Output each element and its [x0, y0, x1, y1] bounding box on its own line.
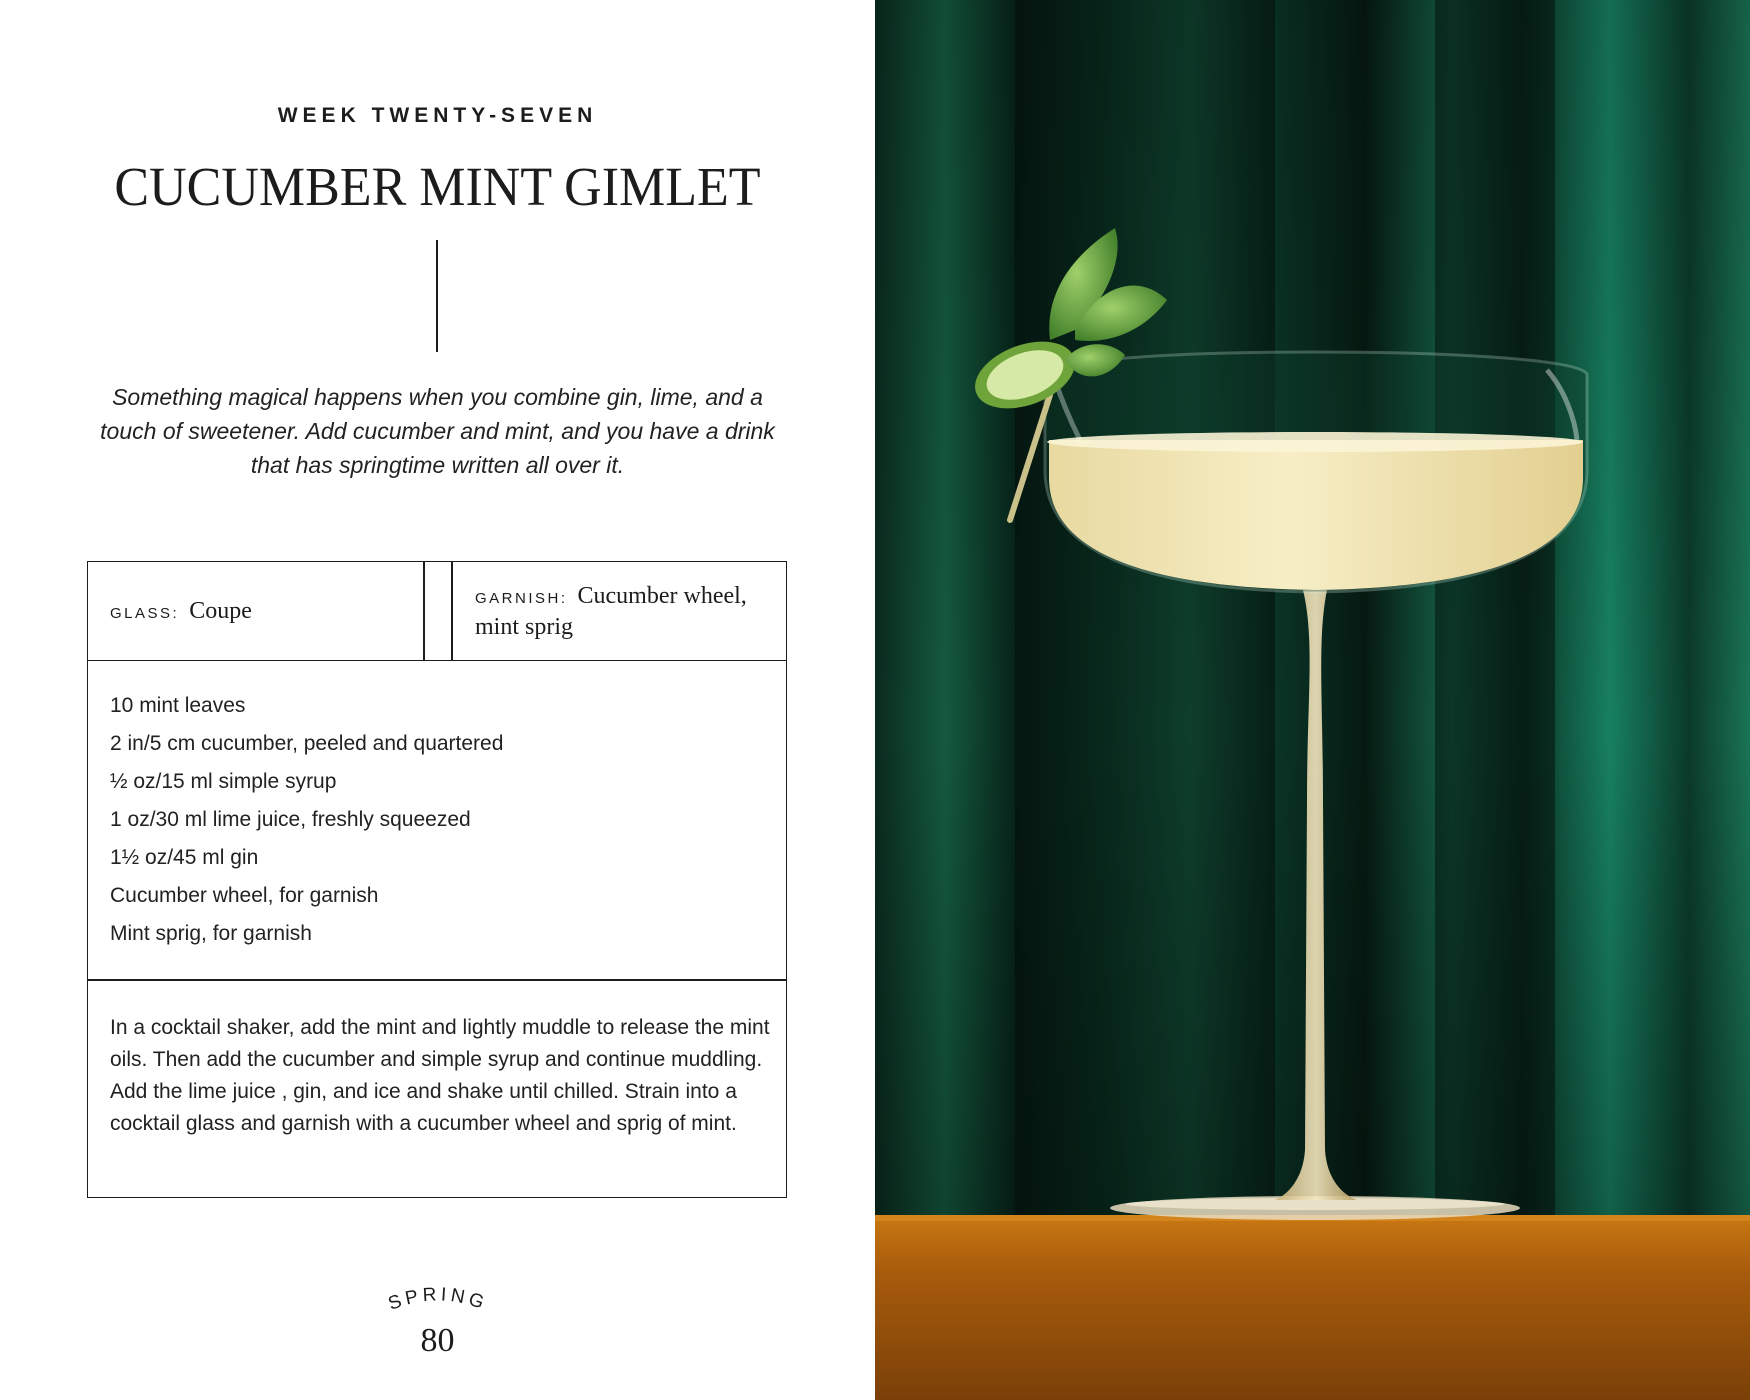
recipe-card-header	[88, 562, 786, 661]
page-number: 80	[420, 1322, 455, 1359]
ingredient-item: Cucumber wheel, for garnish	[110, 884, 379, 907]
ingredient-item: 10 mint leaves	[110, 694, 246, 717]
recipe-card	[87, 561, 787, 1198]
ingredient-item: 2 in/5 cm cucumber, peeled and quartered	[110, 732, 504, 755]
card-divider	[88, 979, 786, 981]
season-text: SPRING	[385, 1284, 491, 1315]
ingredient-item: 1 oz/30 ml lime juice, freshly squeezed	[110, 808, 471, 831]
header-separator	[451, 562, 453, 660]
ingredient-list	[110, 687, 770, 953]
week-label: WEEK TWENTY-SEVEN	[277, 104, 598, 127]
header-separator	[423, 562, 425, 660]
garnish-label: GARNISH:	[475, 590, 568, 607]
ingredient-item: ½ oz/15 ml simple syrup	[110, 770, 337, 793]
cocktail-photo-illustration	[875, 0, 1750, 1400]
ingredient-item: 1½ oz/45 ml gin	[110, 846, 259, 869]
recipe-intro: Something magical happens when you combine gin, lime, and a touch of sweetener. Add cucumber and mint, and you have a drink that has springtime written all over it.	[100, 384, 775, 478]
garnish-info	[475, 582, 765, 641]
glass-label: GLASS:	[110, 605, 180, 622]
velvet-table	[875, 1215, 1750, 1400]
cocktail-photo	[875, 0, 1750, 1400]
title-divider	[436, 240, 438, 352]
svg-text:SPRING	[386, 1284, 491, 1315]
ingredient-item: Mint sprig, for garnish	[110, 922, 312, 945]
glass-info	[110, 598, 410, 625]
garnish-value: Cucumber wheel, mint sprig	[475, 583, 747, 640]
glass-value: Coupe	[189, 598, 252, 624]
season-label	[375, 1282, 501, 1318]
method-text: In a cocktail shaker, add the mint and lightly muddle to release the mint oils. Then add the cucumber and simple syrup and continue muddling. Add the lime juice , gin, and ice and shake until chilled. Strain into a cocktail glass and garnish with a cucumber wheel and sprig of mint.	[110, 1016, 770, 1135]
recipe-title: CUCUMBER MINT GIMLET	[114, 157, 761, 218]
